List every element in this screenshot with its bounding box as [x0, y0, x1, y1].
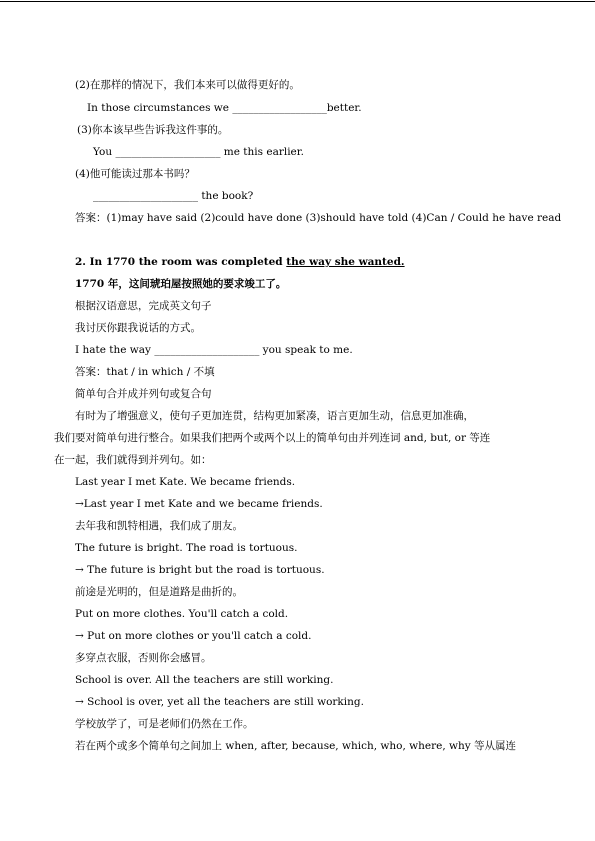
example-chinese: 我讨厌你跟我说话的方式。: [75, 322, 201, 334]
paragraph-line-2: 我们要对简单句进行整合。如果我们把两个或两个以上的简单句由并列连词 and, but, or 等连: [54, 432, 491, 444]
q2-chinese: (2)在那样的情况下，我们本来可以做得更好的。: [75, 79, 300, 91]
paragraph-last-line: 若在两个或多个简单句之间加上 when, after, because, which, who, where, why 等从属连: [75, 740, 517, 752]
q3-chinese: (3)你本该早些告诉我这件事的。: [77, 124, 229, 136]
topic-heading: 简单句合并成并列句或复合句: [75, 388, 212, 400]
section2-heading-chinese: 1770 年，这间琥珀屋按照她的要求竣工了。: [75, 278, 287, 290]
paragraph-line-3: 在一起，我们就得到并列句。如：: [54, 454, 212, 466]
section2-heading: [75, 255, 405, 269]
example1-simple: Last year I met Kate. We became friends.: [75, 476, 296, 488]
q4-chinese: (4)他可能读过那本书吗？: [75, 168, 195, 180]
example4-compound: → School is over, yet all the teachers are still working.: [75, 696, 364, 708]
example2-chinese: 前途是光明的，但是道路是曲折的。: [75, 586, 243, 598]
example3-compound: → Put on more clothes or you'll catch a cold.: [75, 630, 312, 642]
example2-compound: → The future is bright but the road is tortuous.: [75, 564, 325, 576]
example2-simple: The future is bright. The road is tortuous.: [75, 542, 298, 554]
example1-compound: →Last year I met Kate and we became friends.: [75, 498, 323, 510]
q3-english: You ____________________ me this earlier.: [93, 146, 304, 158]
example4-simple: School is over. All the teachers are still working.: [75, 674, 334, 686]
q2-english: In those circumstances we __________________better.: [87, 102, 362, 114]
example1-chinese: 去年我和凯特相遇，我们成了朋友。: [75, 520, 243, 532]
example-english: I hate the way ____________________ you speak to me.: [75, 344, 353, 356]
q4-english: ____________________ the book?: [93, 190, 254, 202]
instruction: 根据汉语意思，完成英文句子: [75, 300, 212, 312]
section2-heading-underlined: the way she wanted.: [286, 256, 405, 268]
example4-chinese: 学校放学了，可是老师们仍然在工作。: [75, 718, 254, 730]
section2-answer: 答案：that / in which / 不填: [75, 366, 215, 378]
paragraph-line-1: 有时为了增强意义，使句子更加连贯，结构更加紧凑，语言更加生动，信息更加准确，: [75, 410, 474, 422]
section2-heading-prefix: 2. In 1770 the room was completed: [75, 256, 287, 268]
page-top-border: [0, 1, 595, 2]
example3-chinese: 多穿点衣服，否则你会感冒。: [75, 652, 212, 664]
exercise1-answer: 答案：(1)may have said (2)could have done (3)should have told (4)Can / Could he have read: [75, 212, 562, 224]
example3-simple: Put on more clothes. You'll catch a cold.: [75, 608, 289, 620]
